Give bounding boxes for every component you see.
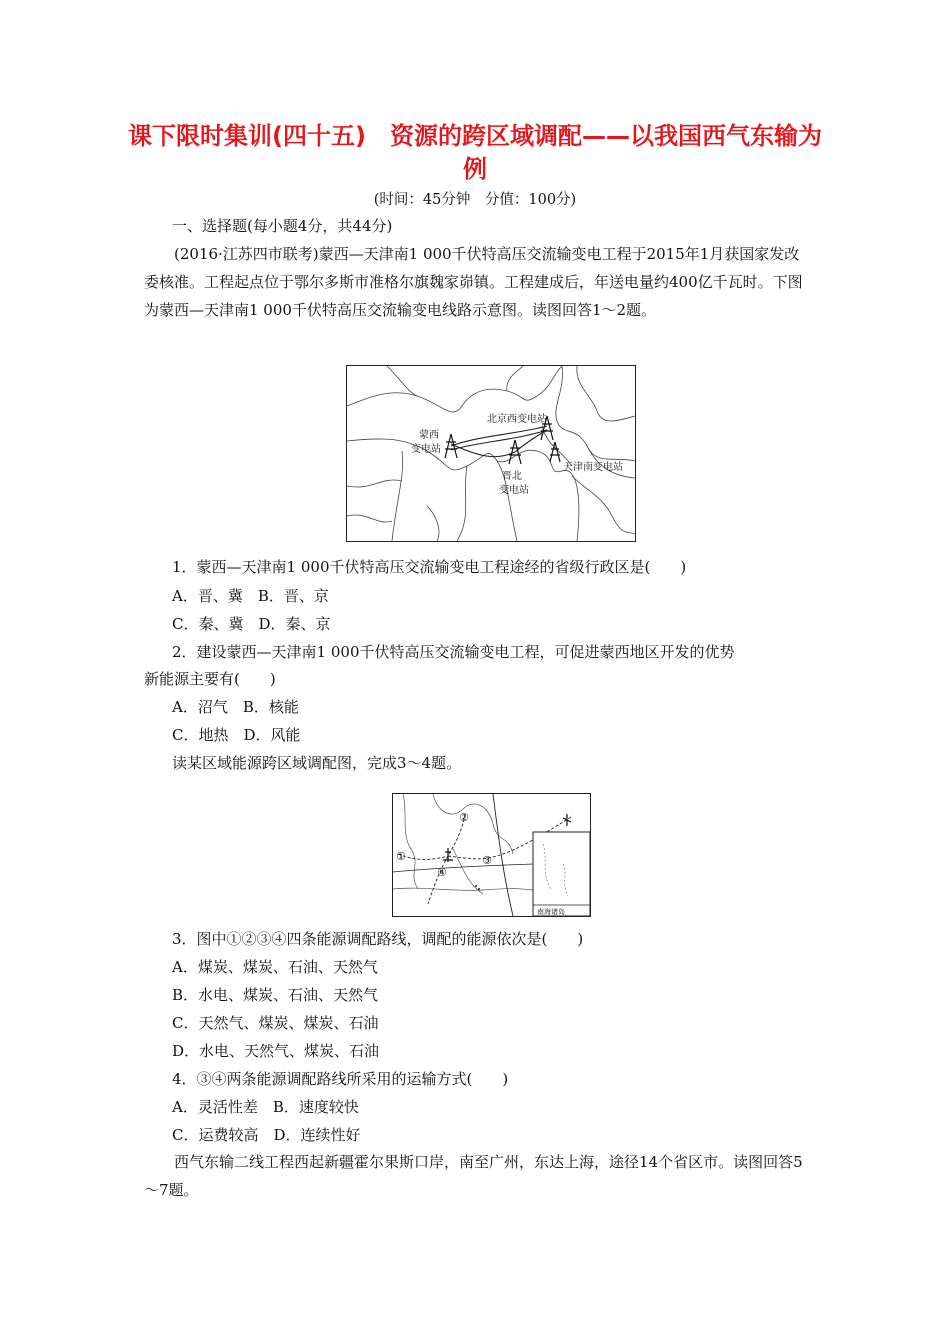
label-jinbei-line1: 晋北 xyxy=(502,471,522,482)
route-4-marker: ④ xyxy=(437,866,447,879)
inset-label: 南海诸岛 xyxy=(537,908,565,916)
question-2-stem-line1: 2．建设蒙西—天津南1 000千伏特高压交流输变电工程，可促进蒙西地区开发的优势 xyxy=(172,643,735,661)
page-title-line1: 课下限时集训(四十五) 资源的跨区域调配——以我国西气东输为 xyxy=(128,122,822,150)
intro-paragraph-1: (2016·江苏四市联考)蒙西—天津南1 000千伏特高压交流输变电工程于2015年1月获国家发改委核准。工程起点位于鄂尔多斯市准格尔旗魏家峁镇。工程建成后，年送电量约400亿千瓦时。下图为蒙西—天津南1 000千伏特高压交流输变电线路示意图。读图回答1～2题。 xyxy=(144,245,803,319)
question-3-stem: 3．图中①②③④四条能源调配路线，调配的能源依次是( ) xyxy=(172,930,584,948)
page-title-line2: 例 xyxy=(463,155,487,183)
question-4-stem: 4．③④两条能源调配路线所采用的运输方式( ) xyxy=(172,1070,509,1088)
label-tianjinnan: 天津南变电站 xyxy=(563,462,623,473)
intro-paragraph-3: 西气东输二线工程西起新疆霍尔果斯口岸，南至广州，东达上海，途径14个省区市。读图回答5～7题。 xyxy=(144,1153,803,1199)
label-jinbei-line2: 变电站 xyxy=(499,485,529,496)
route-2-marker: ② xyxy=(459,811,469,824)
question-3-option-d: D．水电、天然气、煤炭、石油 xyxy=(172,1042,380,1060)
route-3-marker: ③ xyxy=(482,854,492,867)
energy-transfer-map xyxy=(392,793,591,917)
question-3-option-b: B．水电、煤炭、石油、天然气 xyxy=(172,986,379,1004)
question-2-options-row2: C．地热 D．风能 xyxy=(172,726,301,744)
question-4-options-row1: A．灵活性差 B．速度较快 xyxy=(172,1098,359,1116)
energy-transfer-map-drawing xyxy=(393,794,590,916)
label-mengxi-line2: 变电站 xyxy=(411,444,441,455)
section-heading: 一、选择题(每小题4分，共44分) xyxy=(172,217,393,235)
exam-meta: (时间：45分钟 分值：100分) xyxy=(373,192,577,208)
question-4-options-row2: C．运费较高 D．连续性好 xyxy=(172,1126,361,1144)
question-3-option-a: A．煤炭、煤炭、石油、天然气 xyxy=(172,958,378,976)
power-line-map-drawing xyxy=(347,366,635,541)
question-2-options-row1: A．沼气 B．核能 xyxy=(172,698,299,716)
intro-paragraph-2: 读某区域能源跨区域调配图，完成3～4题。 xyxy=(172,754,462,772)
question-1-stem: 1．蒙西—天津南1 000千伏特高压交流输变电工程途经的省级行政区是( ) xyxy=(172,558,687,576)
label-mengxi-line1: 蒙西 xyxy=(419,430,439,441)
power-line-map xyxy=(346,365,636,542)
page-title xyxy=(120,120,830,186)
question-3-option-c: C．天然气、煤炭、煤炭、石油 xyxy=(172,1014,379,1032)
question-2-stem-line2: 新能源主要有( ) xyxy=(144,670,276,688)
question-1-options-row1: A．晋、冀 B．晋、京 xyxy=(172,587,329,605)
question-1-options-row2: C．秦、冀 D．秦、京 xyxy=(172,615,331,633)
label-beijingxi: 北京西变电站 xyxy=(487,414,547,425)
route-1-marker: ① xyxy=(396,850,406,863)
